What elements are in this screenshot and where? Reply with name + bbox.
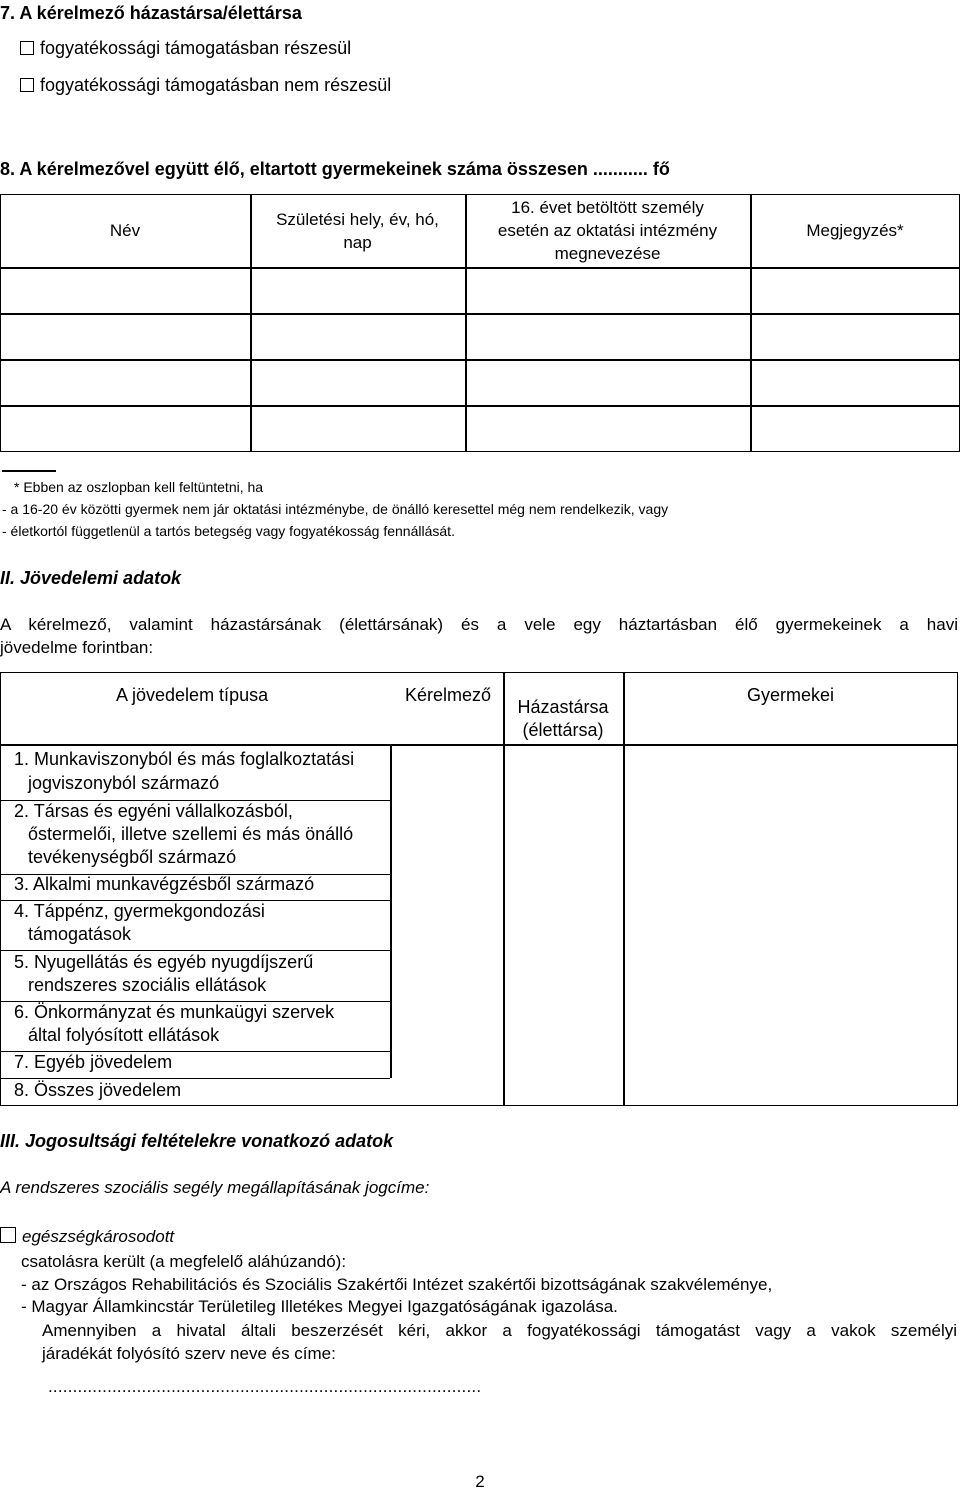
footnote-line-1: * Ebben az oszlopban kell feltüntetni, ha	[14, 479, 264, 495]
header-income-type: A jövedelem típusa	[116, 685, 269, 705]
checkbox-icon[interactable]	[20, 41, 34, 55]
option-not-receives-support[interactable]	[20, 74, 391, 96]
header-spouse	[503, 696, 623, 742]
page-number: 2	[475, 1472, 485, 1491]
col-divider	[390, 745, 392, 1078]
header-birth-line2: nap	[343, 232, 372, 252]
children-row-1[interactable]	[0, 267, 960, 313]
children-table	[0, 194, 960, 452]
footnote-line-2: - a 16-20 év közötti gyermek nem jár oktatási intézménybe, de önálló keresettel még nem rendelkezik, vagy	[2, 501, 669, 517]
footnote-rule	[2, 470, 56, 472]
section-7-title: 7. A kérelmező házastársa/élettársa	[0, 3, 302, 23]
header-birth-line1: Születési hely, év, hó,	[276, 209, 439, 229]
income-row-text	[14, 800, 293, 823]
row-label-cont: támogatások	[28, 924, 132, 944]
income-row-text	[14, 1001, 334, 1024]
row-label-cont: jogviszonyból származó	[28, 773, 220, 793]
children-row-3[interactable]	[0, 359, 960, 405]
row-label: Alkalmi munkavégzésből származó	[33, 874, 315, 894]
header-birth	[250, 194, 465, 267]
option-label: fogyatékossági támogatásban részesül	[40, 38, 352, 58]
header-school	[465, 194, 750, 267]
row-label: Táppénz, gyermekgondozási	[33, 901, 265, 921]
row-label-cont: tevékenységből származó	[28, 847, 237, 867]
income-row-text	[14, 1051, 172, 1074]
row-label: Társas és egyéni vállalkozásból,	[33, 801, 293, 821]
row-label-cont: őstermelői, illetve szellemi és más önálló	[28, 824, 354, 844]
option-receives-support[interactable]	[20, 37, 351, 59]
checkbox-icon[interactable]	[20, 78, 34, 92]
row-label-cont: által folyósított ellátások	[28, 1025, 220, 1045]
header-note: Megjegyzés*	[806, 221, 904, 240]
option-health-damaged[interactable]	[0, 1226, 174, 1248]
header-school-line3: megnevezése	[554, 244, 661, 263]
section-III-subtitle: A rendszeres szociális segély megállapításának jogcíme:	[0, 1178, 430, 1197]
section-III-title: III. Jogosultsági feltételekre vonatkozó adatok	[0, 1131, 394, 1151]
row-label: Munkaviszonyból és más foglalkoztatási	[34, 749, 355, 769]
header-applicant: Kérelmező	[405, 685, 492, 705]
children-row-4[interactable]	[0, 405, 960, 452]
option-label: fogyatékossági támogatásban nem részesül	[40, 75, 392, 95]
income-row-text	[14, 900, 265, 923]
income-row-text	[14, 1079, 181, 1102]
section-II-intro-line-1: A kérelmező, valamint házastársának (élettársának) és a vele egy háztartásban élő gyermekeinek a havi	[0, 615, 958, 634]
row-number: 6.	[14, 1002, 30, 1022]
income-header-divider	[0, 744, 958, 746]
header-children: Gyermekei	[746, 685, 835, 705]
header-spouse-line2: (élettársa)	[522, 720, 604, 740]
row-number: 3.	[14, 874, 30, 894]
row-label: Egyéb jövedelem	[34, 1052, 173, 1072]
section-II-title: II. Jövedelemi adatok	[0, 568, 182, 588]
row-number: 5.	[14, 952, 30, 972]
income-row-text	[14, 951, 313, 974]
attach-line: csatolásra került (a megfelelő aláhúzandó):	[21, 1252, 347, 1271]
paragraph-line-2: járadékát folyósító szerv neve és címe:	[42, 1344, 336, 1363]
address-fill-line[interactable]: ........................................................................................	[48, 1377, 482, 1396]
col-divider	[623, 672, 625, 1106]
header-school-line2: esetén az oktatási intézmény	[497, 221, 718, 240]
income-row-text	[14, 748, 354, 771]
row-number: 7.	[14, 1052, 30, 1072]
row-number: 1.	[14, 749, 30, 769]
footnote-line-3: - életkortól függetlenül a tartós betegség vagy fogyatékosság fennállását.	[2, 523, 455, 539]
row-label: Önkormányzat és munkaügyi szervek	[34, 1002, 335, 1022]
checkbox-icon[interactable]	[0, 1227, 16, 1243]
income-table	[0, 672, 960, 1106]
option-label: egészségkárosodott	[22, 1227, 175, 1246]
section-8-title: 8. A kérelmezővel együtt élő, eltartott gyermekeinek száma összesen ........... fő	[0, 159, 670, 179]
row-label-cont: rendszeres szociális ellátások	[28, 975, 267, 995]
attachment-item-1[interactable]: - az Országos Rehabilitációs és Szociális Szakértői Intézet szakértői bizottságának szakvéleménye,	[21, 1275, 773, 1294]
row-number: 4.	[14, 901, 30, 921]
row-number: 8.	[14, 1080, 30, 1100]
row-label: Összes jövedelem	[34, 1080, 182, 1100]
header-school-line1: 16. évet betöltött személy	[511, 198, 704, 217]
header-name: Név	[109, 221, 141, 240]
row-number: 2.	[14, 801, 30, 821]
income-row-text	[14, 873, 314, 896]
attachment-item-2[interactable]: - Magyar Államkincstár Területileg Illetékes Megyei Igazgatóságának igazolása.	[21, 1297, 618, 1316]
header-spouse-line1: Házastársa	[517, 697, 609, 717]
children-row-2[interactable]	[0, 313, 960, 359]
section-II-intro-line-2: jövedelme forintban:	[0, 638, 154, 657]
row-label: Nyugellátás és egyéb nyugdíjszerű	[34, 952, 314, 972]
paragraph-line-1: Amennyiben a hivatal általi beszerzését kéri, akkor a fogyatékossági támogatást vagy a vakok személyi	[42, 1321, 957, 1340]
